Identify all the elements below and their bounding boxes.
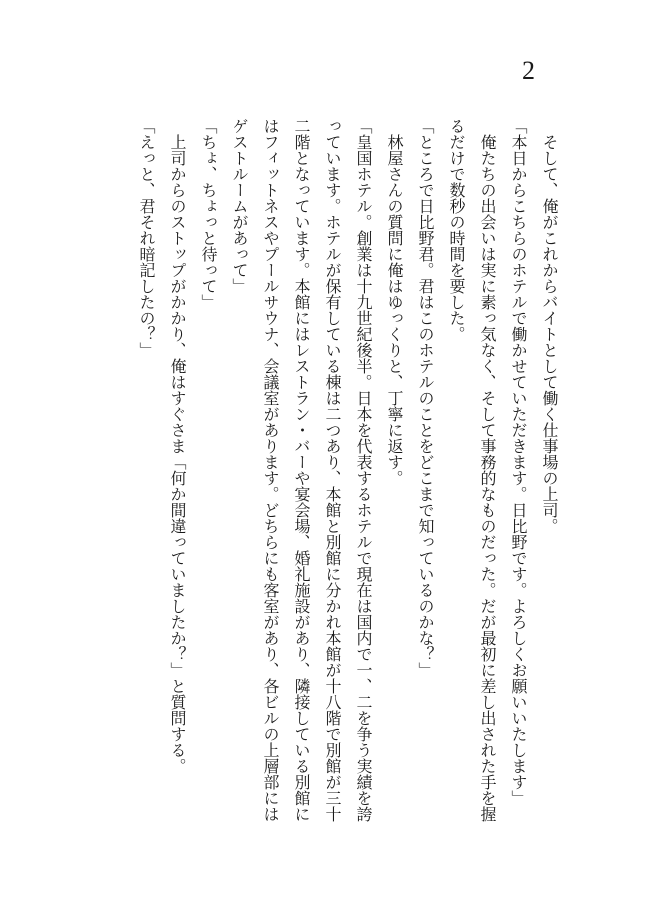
text-line: っています。ホテルが保有している棟は二つあり、本館と別館に分かれ本館が十八階で別館が三十 (323, 118, 342, 822)
text-line: 「ちょ、ちょっと待って」 (199, 118, 218, 310)
page-number: 2 (522, 56, 535, 85)
text-line: 二階となっています。本館にはレストラン・バーや宴会場、婚礼施設があり、隣接している別館に (292, 118, 311, 822)
text-line: 上司からのストップがかかり、俺はすぐさま「何か間違っていましたか？」と質問する。 (168, 134, 187, 774)
text-line: 林屋さんの質問に俺はゆっくりと、丁寧に返す。 (385, 134, 404, 486)
text-line: はフィットネスやプールサウナ、会議室があります。どちらにも客室があり、各ビルの上層部には (261, 118, 280, 822)
text-line: ゲストルームがあって」 (230, 118, 249, 294)
text-line: そして、俺がこれからバイトとして働く仕事場の上司。 (540, 134, 559, 534)
body-text (131, 118, 565, 822)
text-line: 俺たちの出会いは実に素っ気なく、そして事務的なものだった。だが最初に差し出された手を握 (478, 134, 497, 822)
text-line: 「えっと、君それ暗記したの？」 (137, 118, 156, 358)
text-line: るだけで数秒の時間を要した。 (447, 118, 466, 342)
text-line: 「本日からこちらのホテルで働かせていただきます。日比野です。よろしくお願いいたします」 (509, 118, 528, 806)
text-line: 「皇国ホテル。創業は十九世紀後半。日本を代表するホテルで現在は国内で一、二を争う実績を誇 (354, 118, 373, 822)
text-line: 「ところで日比野君。君はこのホテルのことをどこまで知っているのかな？」 (416, 118, 435, 678)
